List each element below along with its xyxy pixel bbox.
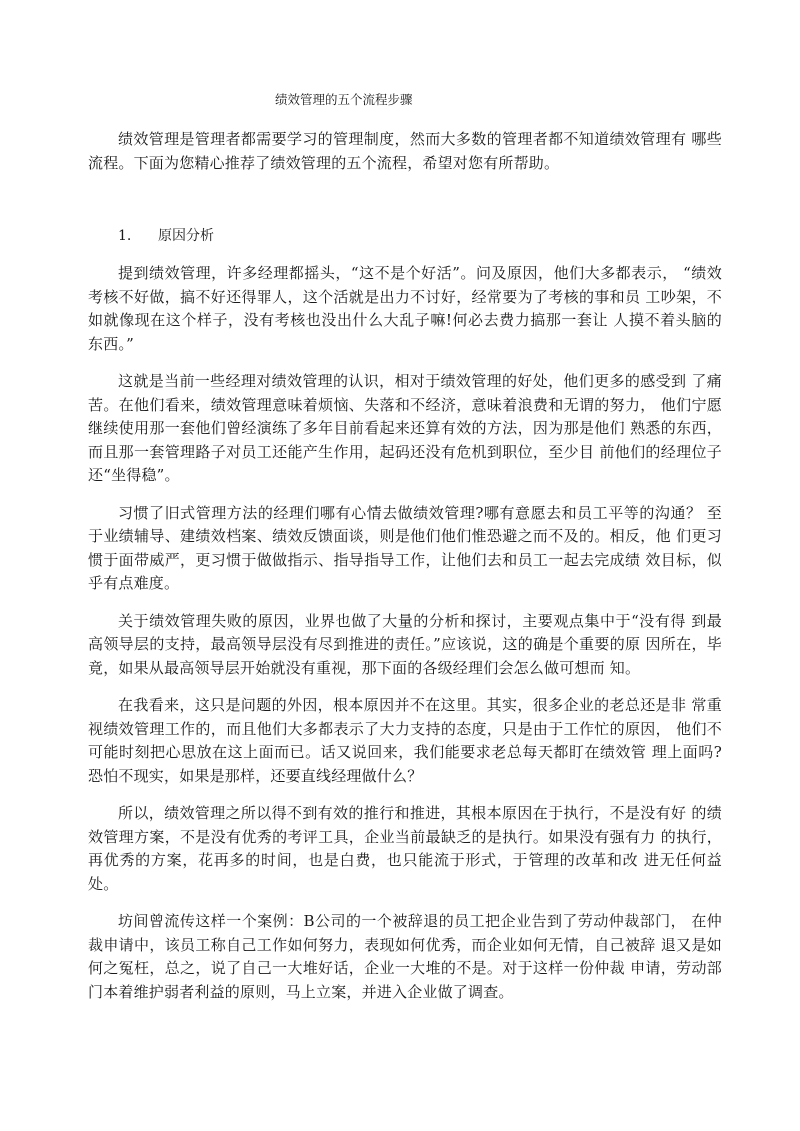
body-paragraph: 坊间曾流传这样一个案例：B公司的一个被辞退的员工把企业告到了劳动仲裁部门， 在仲裁申请中，该员工称自己工作如何努力，表现如何优秀，而企业如何无情，自己被辞 退又是如何之冤枉，总之，说了自己一大堆好话，企业一大堆的不是。对于这样一份仲裁 申请，劳动部门本着维护弱者利益的原则，马上立案，并进入企业做了调查。	[88, 912, 722, 1001]
section-heading	[88, 225, 722, 247]
body-paragraph: 习惯了旧式管理方法的经理们哪有心情去做绩效管理?哪有意愿去和员工平等的沟通？ 至于业绩辅导、建绩效档案、绩效反馈面谈，则是他们他们惟恐避之而不及的。相反，他 们更习惯于面带威严，更习惯于做做指示、指导指导工作，让他们去和员工一起去完成绩 效目标，似乎有点难度。	[88, 503, 722, 592]
intro-paragraph: 绩效管理是管理者都需要学习的管理制度，然而大多数的管理者都不知道绩效管理有 哪些流程。下面为您精心推荐了绩效管理的五个流程，希望对您有所帮助。	[88, 130, 722, 172]
document-body	[88, 128, 722, 1004]
body-paragraph: 关于绩效管理失败的原因，业界也做了大量的分析和探讨，主要观点集中于“没有得 到最高领导层的支持，最高领导层没有尽到推进的责任。”应该说，这的确是个重要的原 因所在，毕竟，如果从最高领导层开始就没有重视，那下面的各级经理们会怎么做可想而 知。	[88, 611, 722, 677]
body-paragraph: 所以，绩效管理之所以得不到有效的推行和推进，其根本原因在于执行，不是没有好 的绩效管理方案，不是没有优秀的考评工具，企业当前最缺乏的是执行。如果没有强有力 的执行，再优秀的方案，花再多的时间，也是白费，也只能流于形式，于管理的改革和改 进无任何益处。	[88, 804, 722, 893]
body-paragraph: 这就是当前一些经理对绩效管理的认识，相对于绩效管理的好处，他们更多的感受到 了痛苦。在他们看来，绩效管理意味着烦恼、失落和不经济，意味着浪费和无谓的努力， 他们宁愿继续使用那一套他们曾经演练了多年目前看起来还算有效的方法，因为那是他们 熟悉的东西，而且那一套管理路子对员工还能产生作用，起码还没有危机到职位，至少目 前他们的经理位子还“坐得稳”。	[88, 372, 722, 484]
document-title: 绩效管理的五个流程步骤	[275, 92, 413, 107]
section-number: 1.	[118, 228, 132, 244]
body-paragraph: 提到绩效管理，许多经理都摇头，“这不是个好活”。问及原因，他们大多都表示， “绩效考核不好做，搞不好还得罪人，这个活就是出力不讨好，经常要为了考核的事和员 工吵架，不如就像现在这个样子，没有考核也没出什么大乱子嘛!何必去费力搞那一套让 人摸不着头脑的东西。”	[88, 264, 722, 353]
body-paragraph: 在我看来，这只是问题的外因，根本原因并不在这里。其实，很多企业的老总还是非 常重视绩效管理工作的，而且他们大多都表示了大力支持的态度，只是由于工作忙的原因， 他们不可能时刻把心思放在这上面而已。话又说回来，我们能要求老总每天都盯在绩效管 理上面吗?恐怕不现实，如果是那样，还要直线经理做什么？	[88, 696, 722, 785]
section-title: 原因分析	[158, 228, 214, 244]
